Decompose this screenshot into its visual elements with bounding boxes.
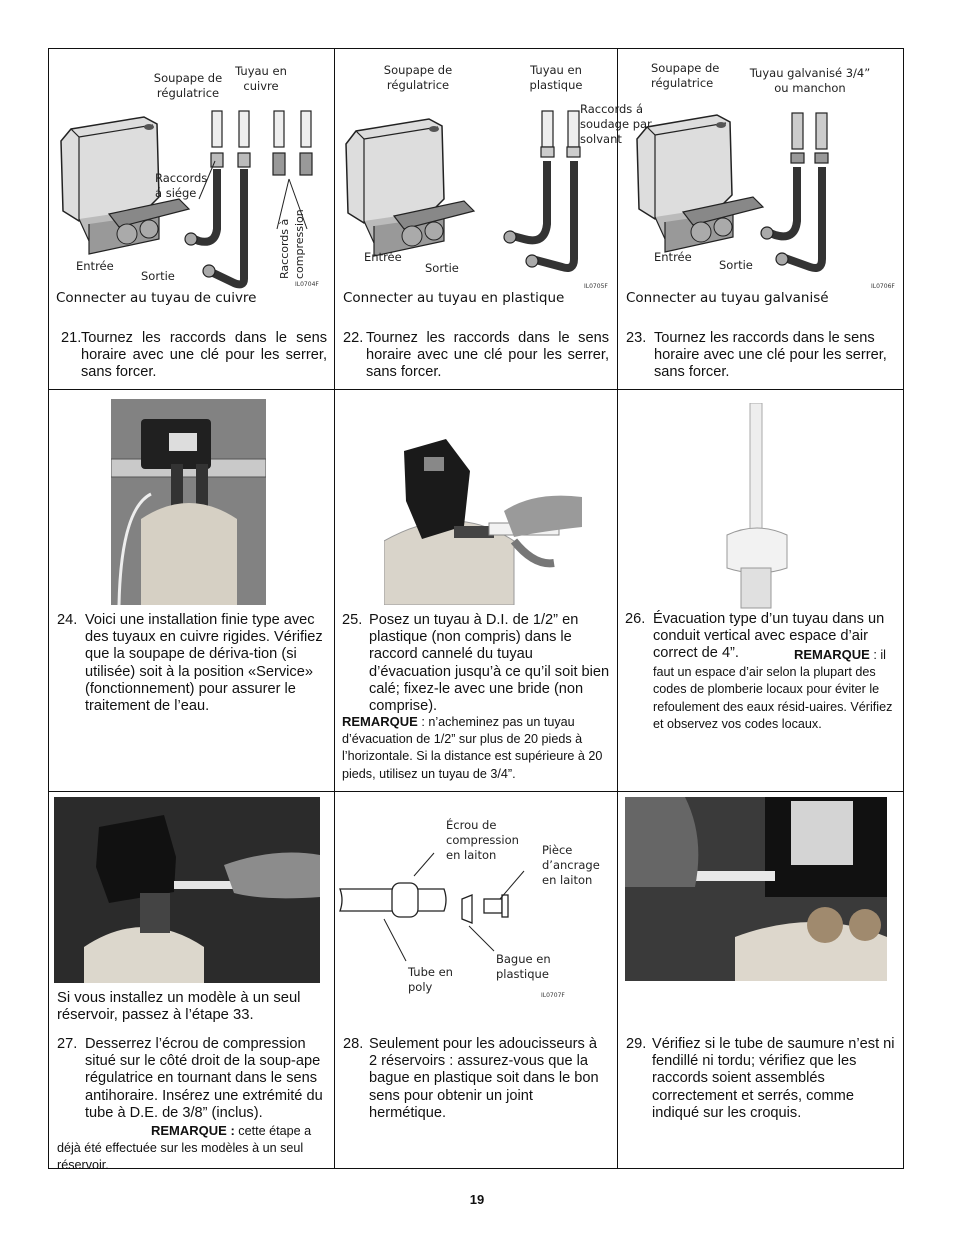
note-text: : n’acheminez pas un tuyau d’évacuation de 1/2” sur plus de 20 pieds à l’horizontale. Si la distance est supérieure à 20 pieds, utilisez un tuyau de 3/4”. bbox=[342, 715, 603, 781]
step-note bbox=[342, 713, 612, 783]
step-text: Tournez les raccords dans le sens horaire avec une clé pour les serrer, sans forcer. bbox=[654, 330, 887, 381]
step-27-cell bbox=[49, 791, 334, 1173]
label-valve: Soupape de régulatrice bbox=[383, 63, 453, 92]
step-number: 23. bbox=[626, 330, 647, 346]
step-25-cell bbox=[334, 389, 617, 791]
figure-code: IL0706F bbox=[871, 283, 895, 290]
step-text: Tournez les raccords dans le sens horaire avec une clé pour les serrer, sans forcer. bbox=[366, 330, 609, 381]
label-seat-fittings: Raccords á siége bbox=[155, 171, 208, 200]
step-number: 22. bbox=[343, 330, 364, 346]
figure-code: IL0704F bbox=[295, 281, 319, 288]
figure-code: IL0705F bbox=[584, 283, 608, 290]
step-number: 24. bbox=[57, 612, 78, 628]
plastic-pipes bbox=[504, 111, 580, 268]
single-tank-note: Si vous installez un modèle à un seul réservoir, passez à l’étape 33. bbox=[57, 990, 301, 1024]
step-text: Tournez les raccords dans le sens horaire avec une clé pour les serrer, sans forcer. bbox=[81, 330, 327, 381]
step-number: 25. bbox=[342, 612, 363, 628]
control-valve-drawing bbox=[637, 115, 763, 252]
step-text: Vérifiez si le tube de saumure n’est ni fendillé ni tordu; vérifiez que les raccords soient assemblés correctement et serrés, comme indiqué sur les croquis. bbox=[652, 1036, 895, 1121]
step-note bbox=[57, 1122, 332, 1175]
step-text: Voici une installation finie type avec des tuyaux en cuivre rigides. Vérifiez que la soupape de dériva-tion (si utilisée) soit à la position «Service» (fonctionnement) pour assurer le traitement de l’eau. bbox=[85, 612, 323, 715]
label-pipe: Tuyau en plastique bbox=[529, 63, 583, 92]
step-23-cell bbox=[617, 49, 905, 389]
label-outlet: Sortie bbox=[719, 258, 753, 272]
step-24-cell bbox=[49, 389, 334, 791]
label-compression-fittings: Raccords à compression bbox=[278, 209, 306, 279]
drain-hose-photo bbox=[384, 431, 584, 605]
figure-caption: Connecter au tuyau de cuivre bbox=[56, 290, 257, 306]
note-label: REMARQUE : bbox=[151, 1123, 235, 1138]
label-brass-nut: Écrou de compression en laiton bbox=[446, 818, 519, 862]
brine-tube-insertion-photo bbox=[54, 797, 320, 983]
label-inlet: Entrée bbox=[76, 259, 114, 273]
label-valve: Soupape de régulatrice bbox=[651, 61, 720, 90]
step-29-cell bbox=[617, 791, 905, 1170]
label-poly-tube: Tube en poly bbox=[408, 965, 453, 994]
figure-caption: Connecter au tuyau en plastique bbox=[343, 290, 565, 306]
label-inlet: Entrée bbox=[364, 250, 402, 264]
label-plastic-ring: Bague en plastique bbox=[496, 952, 551, 981]
step-number: 27. bbox=[57, 1036, 78, 1052]
label-outlet: Sortie bbox=[425, 261, 459, 275]
step-28-cell bbox=[334, 791, 617, 1170]
note-text: : il faut un espace d’air selon la plupart des codes de plomberie locaux pour éviter le refoulement des eaux résid-uaires. Vérifiez et observez vos codes locaux. bbox=[653, 648, 893, 731]
brine-tube-check-photo bbox=[625, 797, 887, 981]
label-outlet: Sortie bbox=[141, 269, 175, 283]
step-text: Posez un tuyau à D.I. de 1/2” en plastique (non compris) dans le raccord cannelé du tuyau d’évacuation jusqu’à ce qu’il soit bien calé; fixez-le avec une bride (non comprise). bbox=[369, 612, 610, 715]
label-pipe: Tuyau en cuivre bbox=[235, 64, 287, 93]
step-26-cell bbox=[617, 389, 905, 791]
figure-caption: Connecter au tuyau galvanisé bbox=[626, 290, 829, 306]
figure-code: IL0707F bbox=[541, 992, 565, 999]
step-number: 29. bbox=[626, 1036, 647, 1052]
note-label: REMARQUE bbox=[342, 714, 418, 729]
step-text: Évacuation type d’un tuyau dans un conduit vertical avec espace d’air correct de 4”. bbox=[653, 611, 885, 662]
label-pipe: Tuyau galvanisé 3/4” ou manchon bbox=[749, 66, 871, 95]
step-number: 28. bbox=[343, 1036, 364, 1052]
installed-softener-photo bbox=[111, 399, 266, 605]
instruction-grid bbox=[48, 48, 904, 1173]
step-number: 21. bbox=[61, 330, 82, 346]
air-gap-drain-photo bbox=[717, 403, 797, 609]
step-text: Desserrez l’écrou de compression situé sur le côté droit de la soup-ape régulatrice en tournant dans le sens antihoraire. Insérez une extrémité du tube à D.E. de 3/8” (inclus). bbox=[85, 1036, 323, 1121]
step-21-cell bbox=[49, 49, 334, 389]
page-number: 19 bbox=[469, 1192, 485, 1207]
note-text: cette étape a déjà été effectuée sur les modèles à un seul réservoir. bbox=[57, 1124, 312, 1173]
label-inlet: Entrée bbox=[654, 250, 692, 264]
galvanized-pipes bbox=[761, 113, 828, 268]
label-brass-insert: Pièce d’ancrage en laiton bbox=[542, 843, 600, 887]
control-valve-drawing bbox=[346, 119, 474, 256]
label-valve: Soupape de régulatrice bbox=[153, 71, 223, 100]
label-solvent-fittings: Raccords á soudage par solvant bbox=[580, 102, 652, 146]
step-number: 26. bbox=[625, 611, 646, 627]
step-note bbox=[653, 646, 893, 733]
step-text: Seulement pour les adoucisseurs à 2 réservoirs : assurez-vous que la bague en plastique soit dans le bon sens pour obtenir un joint hermétique. bbox=[369, 1036, 599, 1121]
note-label: REMARQUE bbox=[794, 647, 870, 662]
